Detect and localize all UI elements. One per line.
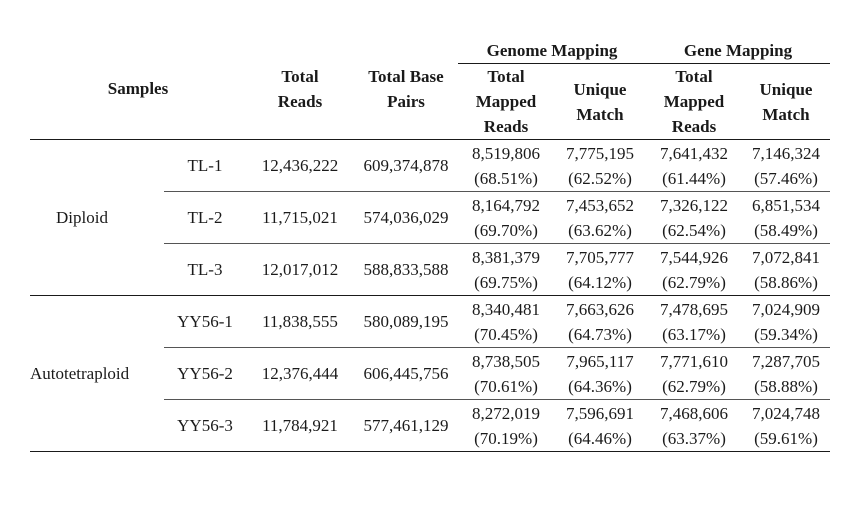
sample-id-cell: YY56-1 — [164, 296, 246, 348]
gene-total-mapped-value: 7,478,695 — [660, 299, 728, 319]
header-total-reads-line1: Total — [281, 66, 319, 86]
gene-total-mapped-percent: (62.79%) — [662, 376, 726, 396]
gene-total-mapped-percent: (61.44%) — [662, 168, 726, 188]
genome-total-mapped-value: 8,164,792 — [472, 195, 540, 215]
gene-unique-match-cell — [742, 348, 830, 400]
genome-total-mapped-cell — [458, 244, 554, 296]
sample-id-cell: YY56-2 — [164, 348, 246, 400]
gene-total-mapped-cell — [646, 348, 742, 400]
gene-unique-match-percent: (57.46%) — [754, 168, 818, 188]
header-genome-unique-line2: Match — [576, 104, 624, 124]
header-total-base-pairs-line2: Pairs — [387, 91, 425, 111]
genome-unique-match-percent: (64.12%) — [568, 272, 632, 292]
gene-total-mapped-percent: (62.54%) — [662, 220, 726, 240]
gene-unique-match-cell — [742, 140, 830, 192]
gene-unique-match-cell — [742, 244, 830, 296]
table-row — [30, 296, 830, 348]
group-name-cell: Autotetraploid — [30, 296, 164, 452]
sample-id-cell: TL-3 — [164, 244, 246, 296]
total-reads-cell: 12,017,012 — [246, 244, 354, 296]
header-genome-unique-match — [554, 64, 646, 140]
header-gene-unique-line2: Match — [762, 104, 810, 124]
gene-total-mapped-percent: (62.79%) — [662, 272, 726, 292]
genome-unique-match-value: 7,663,626 — [566, 299, 634, 319]
header-gene-unique-line1: Unique — [759, 79, 813, 99]
gene-total-mapped-percent: (63.17%) — [662, 324, 726, 344]
gene-total-mapped-value: 7,544,926 — [660, 247, 728, 267]
total-reads-cell: 12,436,222 — [246, 140, 354, 192]
genome-unique-match-percent: (64.73%) — [568, 324, 632, 344]
genome-unique-match-cell — [554, 244, 646, 296]
gene-unique-match-value: 7,072,841 — [752, 247, 820, 267]
genome-unique-match-percent: (64.46%) — [568, 428, 632, 448]
header-genome-total-mapped-line3: Reads — [483, 117, 529, 136]
genome-total-mapped-percent: (68.51%) — [474, 168, 538, 188]
gene-total-mapped-value: 7,771,610 — [660, 351, 728, 371]
genome-total-mapped-percent: (69.70%) — [474, 220, 538, 240]
gene-total-mapped-percent: (63.37%) — [662, 428, 726, 448]
genome-total-mapped-percent: (70.19%) — [474, 428, 538, 448]
sample-id-cell: TL-2 — [164, 192, 246, 244]
genome-unique-match-value: 7,596,691 — [566, 403, 634, 423]
genome-unique-match-cell — [554, 192, 646, 244]
gene-total-mapped-value: 7,641,432 — [660, 143, 728, 163]
gene-total-mapped-value: 7,326,122 — [660, 195, 728, 215]
total-base-pairs-cell: 580,089,195 — [354, 296, 458, 348]
gene-unique-match-cell — [742, 400, 830, 452]
gene-unique-match-cell — [742, 296, 830, 348]
total-reads-cell: 12,376,444 — [246, 348, 354, 400]
header-total-base-pairs — [354, 38, 458, 140]
genome-unique-match-cell — [554, 140, 646, 192]
header-genome-total-mapped-reads — [458, 64, 554, 140]
header-genome-total-mapped-line2: Mapped — [475, 92, 537, 111]
gene-total-mapped-cell — [646, 296, 742, 348]
header-genome-mapping-label: Genome Mapping — [486, 41, 618, 60]
gene-unique-match-value: 7,287,705 — [752, 351, 820, 371]
total-base-pairs-cell: 588,833,588 — [354, 244, 458, 296]
table-body — [30, 140, 830, 452]
group-header-row — [30, 38, 830, 64]
gene-total-mapped-cell — [646, 192, 742, 244]
genome-total-mapped-value: 8,340,481 — [472, 299, 540, 319]
header-gene-total-mapped-line3: Reads — [671, 117, 717, 136]
gene-unique-match-percent: (58.88%) — [754, 376, 818, 396]
genome-total-mapped-cell — [458, 140, 554, 192]
header-genome-mapping — [458, 38, 646, 64]
total-reads-cell: 11,784,921 — [246, 400, 354, 452]
total-base-pairs-cell: 609,374,878 — [354, 140, 458, 192]
genome-total-mapped-value: 8,272,019 — [472, 403, 540, 423]
gene-unique-match-value: 6,851,534 — [752, 195, 820, 215]
genome-unique-match-cell — [554, 400, 646, 452]
header-genome-total-mapped-line1: Total — [487, 67, 525, 86]
genome-unique-match-value: 7,453,652 — [566, 195, 634, 215]
mapping-statistics-table — [30, 38, 830, 452]
gene-unique-match-cell — [742, 192, 830, 244]
genome-total-mapped-value: 8,381,379 — [472, 247, 540, 267]
gene-unique-match-percent: (59.61%) — [754, 428, 818, 448]
genome-unique-match-percent: (63.62%) — [568, 220, 632, 240]
genome-total-mapped-percent: (70.45%) — [474, 324, 538, 344]
genome-unique-match-percent: (64.36%) — [568, 376, 632, 396]
genome-total-mapped-value: 8,738,505 — [472, 351, 540, 371]
gene-total-mapped-cell — [646, 400, 742, 452]
sample-id-cell: TL-1 — [164, 140, 246, 192]
header-total-reads-line2: Reads — [277, 91, 323, 111]
header-gene-total-mapped-reads — [646, 64, 742, 140]
gene-unique-match-percent: (58.86%) — [754, 272, 818, 292]
gene-unique-match-value: 7,024,748 — [752, 403, 820, 423]
sample-id-cell: YY56-3 — [164, 400, 246, 452]
gene-unique-match-value: 7,146,324 — [752, 143, 820, 163]
group-name-cell: Diploid — [30, 140, 164, 296]
genome-total-mapped-cell — [458, 192, 554, 244]
total-base-pairs-cell: 574,036,029 — [354, 192, 458, 244]
header-total-base-pairs-line1: Total Base — [368, 66, 444, 86]
header-gene-mapping — [646, 38, 830, 64]
total-reads-cell: 11,715,021 — [246, 192, 354, 244]
genome-total-mapped-cell — [458, 400, 554, 452]
genome-unique-match-value: 7,965,117 — [566, 351, 634, 371]
genome-total-mapped-cell — [458, 296, 554, 348]
header-samples: Samples — [30, 38, 246, 140]
table-row — [30, 140, 830, 192]
header-total-reads — [246, 38, 354, 140]
genome-unique-match-cell — [554, 348, 646, 400]
genome-unique-match-percent: (62.52%) — [568, 168, 632, 188]
header-gene-total-mapped-line2: Mapped — [663, 92, 725, 111]
gene-unique-match-percent: (58.49%) — [754, 220, 818, 240]
total-base-pairs-cell: 577,461,129 — [354, 400, 458, 452]
gene-total-mapped-value: 7,468,606 — [660, 403, 728, 423]
genome-unique-match-cell — [554, 296, 646, 348]
genome-total-mapped-value: 8,519,806 — [472, 143, 540, 163]
gene-total-mapped-cell — [646, 244, 742, 296]
gene-total-mapped-cell — [646, 140, 742, 192]
header-gene-unique-match — [742, 64, 830, 140]
gene-unique-match-percent: (59.34%) — [754, 324, 818, 344]
genome-total-mapped-cell — [458, 348, 554, 400]
total-base-pairs-cell: 606,445,756 — [354, 348, 458, 400]
header-gene-mapping-label: Gene Mapping — [683, 41, 793, 60]
genome-unique-match-value: 7,705,777 — [566, 247, 634, 267]
genome-total-mapped-percent: (69.75%) — [474, 272, 538, 292]
header-gene-total-mapped-line1: Total — [675, 67, 713, 86]
mapping-statistics-table-container — [30, 38, 830, 452]
header-genome-unique-line1: Unique — [573, 79, 627, 99]
total-reads-cell: 11,838,555 — [246, 296, 354, 348]
gene-unique-match-value: 7,024,909 — [752, 299, 820, 319]
genome-unique-match-value: 7,775,195 — [566, 143, 634, 163]
genome-total-mapped-percent: (70.61%) — [474, 376, 538, 396]
